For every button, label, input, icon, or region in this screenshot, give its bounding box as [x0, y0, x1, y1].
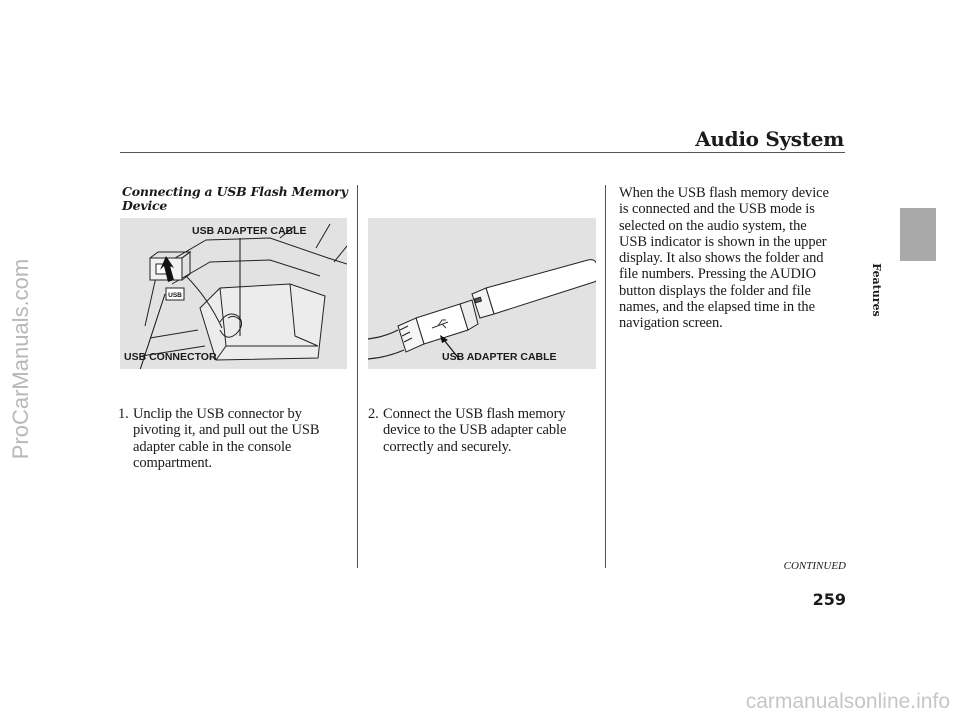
bottom-watermark: carmanualsonline.info — [745, 690, 950, 713]
label-usb-adapter-cable: USB ADAPTER CABLE — [192, 225, 307, 237]
step-line: device to the USB adapter cable — [383, 422, 567, 439]
chapter-tab — [900, 208, 936, 261]
subheading — [122, 185, 362, 213]
step-line: Unclip the USB connector by — [133, 406, 302, 422]
figure-usb-flash-drive — [368, 218, 596, 369]
console-illustration — [120, 218, 347, 369]
paragraph-line: display. It also shows the folder and — [619, 250, 824, 267]
paragraph-line: names, and the elapsed time in the — [619, 299, 815, 316]
paragraph-line: button displays the folder and file — [619, 282, 811, 299]
step-number: 2. — [368, 406, 379, 422]
usb-drive-illustration — [368, 218, 596, 369]
label-usb-connector: USB CONNECTOR — [124, 351, 217, 363]
paragraph-line: file numbers. Pressing the AUDIO — [619, 266, 816, 283]
usb-badge-text: USB — [168, 292, 182, 299]
section-title: Audio System — [695, 127, 844, 151]
step-line: adapter cable in the console — [133, 438, 292, 455]
paragraph-line: When the USB flash memory device — [619, 185, 829, 201]
step-line: pivoting it, and pull out the USB — [133, 422, 320, 439]
step-line: correctly and securely. — [383, 438, 512, 455]
column-divider-left — [357, 185, 358, 568]
paragraph-line: selected on the audio system, the — [619, 217, 807, 234]
figure-console-compartment — [120, 218, 347, 369]
paragraph-line: is connected and the USB mode is — [619, 201, 815, 218]
chapter-tab-label: Features — [870, 263, 883, 317]
step-line: compartment. — [133, 454, 212, 471]
usb-mode-description — [619, 185, 851, 332]
step-line: Connect the USB flash memory — [383, 406, 566, 422]
step-number: 1. — [118, 406, 129, 422]
continued-note: CONTINUED — [783, 560, 846, 572]
side-watermark: ProCarManuals.com — [8, 258, 33, 460]
subheading-line: Device — [122, 198, 168, 213]
paragraph-line: USB indicator is shown in the upper — [619, 233, 827, 250]
step-1 — [118, 406, 350, 471]
header-rule — [120, 152, 845, 153]
subheading-line: Connecting a USB Flash Memory — [122, 184, 348, 199]
label-usb-adapter-cable: USB ADAPTER CABLE — [442, 351, 557, 363]
page-number: 259 — [812, 590, 846, 609]
paragraph-line: navigation screen. — [619, 315, 723, 332]
step-2 — [368, 406, 600, 455]
column-divider-right — [605, 185, 606, 568]
